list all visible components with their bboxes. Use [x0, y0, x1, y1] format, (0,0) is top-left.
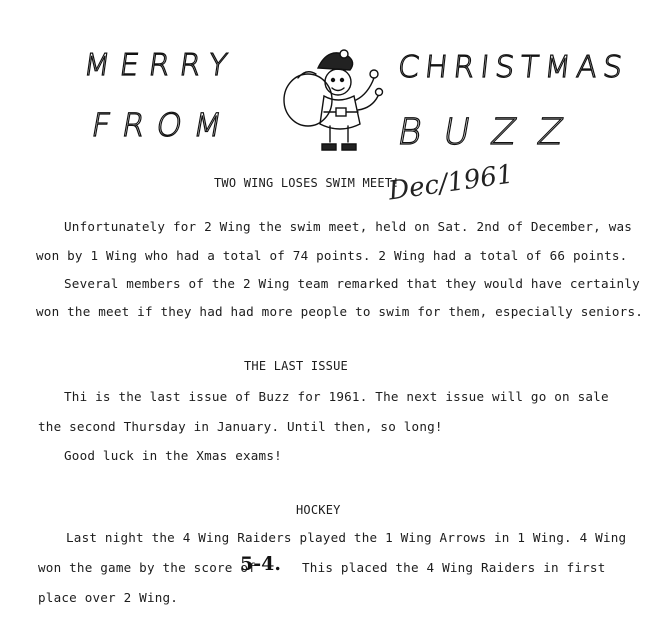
- article-line: won the meet if they had had more people to swim for them, especially seniors.: [36, 304, 644, 319]
- handwritten-date: Dec/1961: [386, 159, 516, 207]
- article-title-last-issue: THE LAST ISSUE: [244, 359, 348, 373]
- article-line: Last night the 4 Wing Raiders played the 1 Wing Arrows in 1 Wing. 4 Wing: [66, 530, 627, 545]
- article-title-swim: TWO WING LOSES SWIM MEET!: [214, 176, 400, 190]
- buzz-lettering: BUZZ: [394, 112, 589, 153]
- article-line: Good luck in the Xmas exams!: [64, 448, 282, 463]
- article-title-hockey: HOCKEY: [296, 503, 341, 517]
- from-lettering: FROM: [88, 106, 237, 144]
- article-line: the second Thursday in January. Until then, so long!: [38, 419, 443, 434]
- article-line: Unfortunately for 2 Wing the swim meet, held on Sat. 2nd of December, was: [64, 219, 633, 234]
- article-line: This placed the 4 Wing Raiders in first: [302, 560, 606, 575]
- article-line: won by 1 Wing who had a total of 74 points. 2 Wing had a total of 66 points.: [36, 248, 628, 263]
- article-line: Several members of the 2 Wing team remarked that they would have certainly: [64, 276, 640, 291]
- christmas-lettering: CHRISTMAS: [396, 50, 630, 85]
- merry-lettering: MERRY: [81, 48, 240, 83]
- article-line: Thi is the last issue of Buzz for 1961. The next issue will go on sale: [64, 389, 609, 404]
- santa-illustration: [278, 38, 388, 160]
- article-line: won the game by the score of: [38, 560, 256, 575]
- handwritten-score: 5-4.: [240, 553, 281, 575]
- article-line: place over 2 Wing.: [38, 590, 179, 605]
